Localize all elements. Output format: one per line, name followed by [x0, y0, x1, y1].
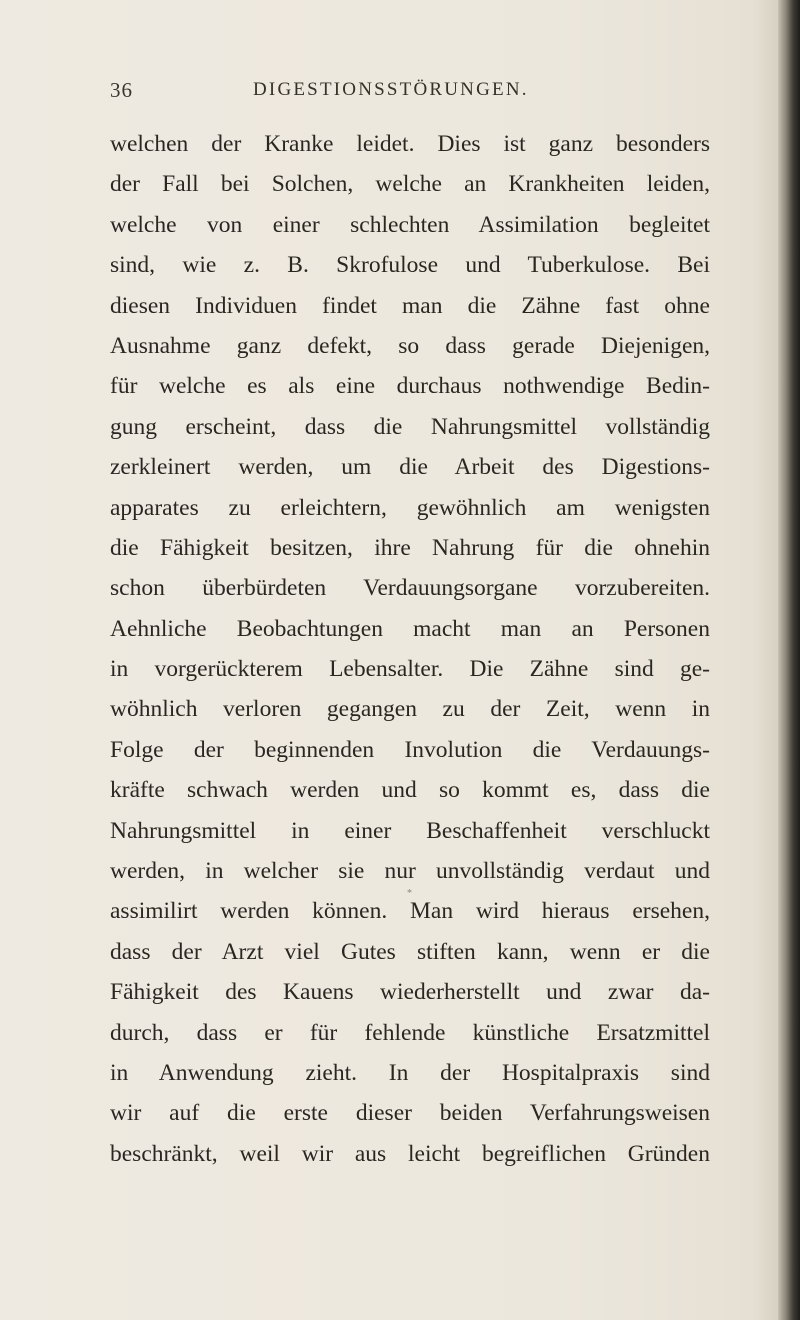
- text-line: die Fähigkeit besitzen, ihre Nahrung für die ohnehin: [110, 534, 710, 561]
- text-line: dass der Arzt viel Gutes stiften kann, wenn er die: [110, 938, 710, 965]
- text-line: sind, wie z. B. Skrofulose und Tuberkulose. Bei: [110, 252, 710, 279]
- text-line: apparates zu erleichtern, gewöhnlich am wenigsten: [110, 494, 710, 521]
- text-line: beschränkt, weil wir aus leicht begreiflichen Gründen: [110, 1140, 710, 1167]
- text-line: für welche es als eine durchaus nothwendige Bedin-: [110, 373, 710, 400]
- text-line: durch, dass er für fehlende künstliche Ersatzmittel: [110, 1019, 710, 1046]
- text-line: in vorgerückterem Lebensalter. Die Zähne sind ge-: [110, 656, 710, 683]
- text-line: assimilirt werden können. Man wird hieraus ersehen,: [110, 898, 710, 925]
- text-line: der Fall bei Solchen, welche an Krankheiten leiden,: [110, 171, 710, 198]
- text-line: in Anwendung zieht. In der Hospitalpraxis sind: [110, 1059, 710, 1086]
- text-line: zerkleinert werden, um die Arbeit des Digestions-: [110, 454, 710, 481]
- text-line: diesen Individuen findet man die Zähne fast ohne: [110, 292, 710, 319]
- text-line: kräfte schwach werden und so kommt es, dass die: [110, 777, 710, 804]
- signature-mark: *: [407, 888, 412, 899]
- text-line: schon überbürdeten Verdauungsorgane vorzubereiten.: [110, 575, 710, 602]
- text-line: welchen der Kranke leidet. Dies ist ganz besonders: [110, 131, 710, 157]
- text-line: gung erscheint, dass die Nahrungsmittel vollständig: [110, 413, 710, 440]
- page-header: [110, 78, 710, 108]
- page-edge-shadow: [778, 0, 800, 1320]
- text-line: Ausnahme ganz defekt, so dass gerade Diejenigen,: [110, 332, 710, 359]
- body-text: [110, 124, 710, 1174]
- text-line: Aehnliche Beobachtungen macht man an Personen: [110, 615, 710, 642]
- text-line: wöhnlich verloren gegangen zu der Zeit, wenn in: [110, 696, 710, 723]
- text-line: wir auf die erste dieser beiden Verfahrungsweisen: [110, 1100, 710, 1127]
- text-line: werden, in welcher sie nur unvollständig verdaut und: [110, 858, 710, 885]
- page-number: 36: [110, 78, 133, 102]
- text-line: Nahrungsmittel in einer Beschaffenheit verschluckt: [110, 817, 710, 844]
- text-line: welche von einer schlechten Assimilation begleitet: [110, 211, 710, 238]
- text-line: Fähigkeit des Kauens wiederherstellt und zwar da-: [110, 979, 710, 1006]
- running-head: DIGESTIONSSTÖRUNGEN.: [253, 79, 529, 100]
- text-line: Folge der beginnenden Involution die Verdauungs-: [110, 736, 710, 763]
